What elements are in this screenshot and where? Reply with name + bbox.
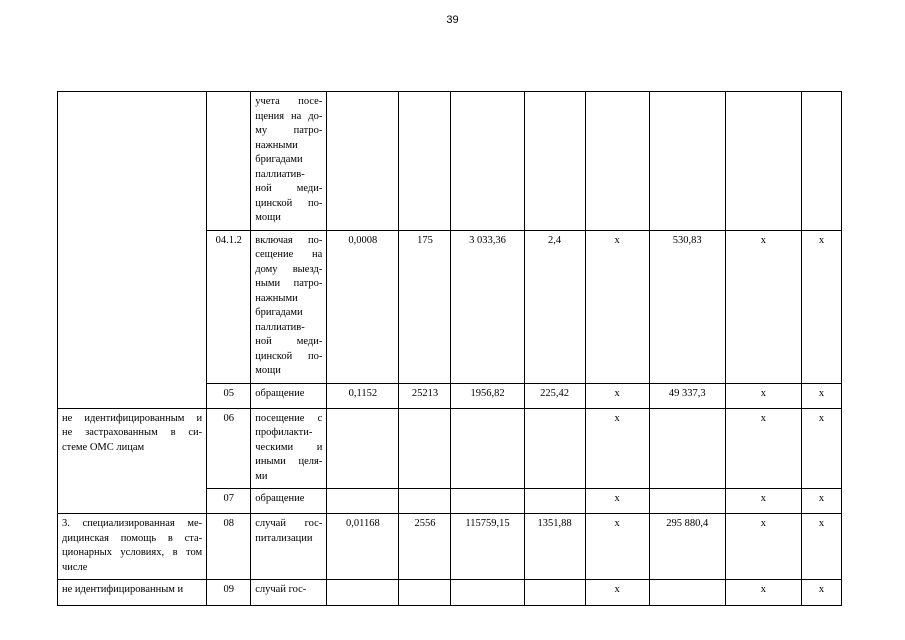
name-line: дицинская помощь в ста- [62,532,203,544]
value-cell: 0,1152 [327,383,399,408]
value-cell: 295 880,4 [649,514,725,580]
value-cell [524,92,585,231]
row-name-cell [58,408,207,514]
table-body [58,92,842,606]
desc-line: профилакти- [255,427,313,438]
value-cell: х [585,580,649,606]
value-cell [399,580,451,606]
desc-line: бригадами [255,307,303,318]
desc-line: ной меди- [255,183,323,194]
desc-line: цинской по- [255,350,323,362]
row-desc-cell [251,92,327,231]
value-cell: х [801,383,841,408]
desc-line: питализации [255,532,313,544]
value-cell: 49 337,3 [649,383,725,408]
row-desc-cell [251,383,327,408]
value-cell [399,92,451,231]
value-cell [327,408,399,489]
value-cell: х [585,514,649,580]
value-cell: х [725,580,801,606]
value-cell: 1351,88 [524,514,585,580]
name-line: 3. специализированная ме- [62,518,203,529]
value-cell: 2556 [399,514,451,580]
value-cell [801,92,841,231]
row-code-cell: 09 [207,580,251,606]
value-cell: 3 033,36 [451,230,524,383]
row-code-cell: 05 [207,383,251,408]
row-desc-cell [251,489,327,514]
value-cell: 0,01168 [327,514,399,580]
desc-line: учета посе- [255,96,323,107]
value-cell: 175 [399,230,451,383]
row-code-cell: 06 [207,408,251,489]
row-code-cell [207,92,251,231]
value-cell: х [725,514,801,580]
desc-line: ческими и [255,441,323,453]
row-desc-cell [251,580,327,606]
desc-line: цинской по- [255,197,323,209]
value-cell [451,92,524,231]
value-cell [399,489,451,514]
table-row [58,580,842,606]
value-cell: х [725,230,801,383]
row-name-cell [58,580,207,606]
name-line: стеме ОМС лицам [62,441,145,453]
row-name-cell [58,514,207,580]
value-cell: 1956,82 [451,383,524,408]
value-cell [451,408,524,489]
name-line: не застрахованным в си- [62,427,203,438]
value-cell: х [801,580,841,606]
value-cell [649,408,725,489]
name-line: числе [62,561,88,573]
desc-line: нажными [255,292,298,304]
value-cell [451,489,524,514]
value-cell: х [725,383,801,408]
desc-line: ной меди- [255,336,323,347]
desc-line: включая по- [255,234,323,246]
value-cell: х [725,489,801,514]
row-desc-cell [251,230,327,383]
desc-line: случай гос- [255,518,323,529]
row-name-cell [58,92,207,409]
desc-line: иными целя- [255,456,323,467]
value-cell: 2,4 [524,230,585,383]
value-cell: х [801,408,841,489]
value-cell: х [585,230,649,383]
value-cell: 225,42 [524,383,585,408]
value-cell [649,580,725,606]
desc-line: му патро- [255,125,323,136]
value-cell [524,408,585,489]
table-row [58,92,842,231]
value-cell: х [801,489,841,514]
value-cell: 530,83 [649,230,725,383]
page-number: 39 [446,14,459,26]
table-row [58,514,842,580]
value-cell [399,408,451,489]
value-cell [524,580,585,606]
row-code-cell: 08 [207,514,251,580]
row-code-cell: 04.1.2 [207,230,251,383]
desc-line: паллиатив- [255,321,305,333]
desc-line: мощи [255,365,281,376]
value-cell [649,489,725,514]
table-row [58,408,842,489]
value-cell: 0,0008 [327,230,399,383]
value-cell: х [801,230,841,383]
value-cell [327,92,399,231]
desc-line: щения на до- [255,110,323,122]
value-cell: 25213 [399,383,451,408]
desc-line: нажными [255,139,298,151]
name-line: не идентифицированным и [62,412,203,424]
value-cell: х [801,514,841,580]
desc-line: ными патро- [255,278,323,289]
name-line: ционарных условиях, в том [62,547,203,558]
value-cell: х [585,408,649,489]
desc-line: обращение [255,387,305,399]
desc-line: обращение [255,493,305,504]
name-line: не идентифицированным и [62,584,184,595]
value-cell [585,92,649,231]
value-cell [327,489,399,514]
value-cell [725,92,801,231]
row-desc-cell [251,408,327,489]
desc-line: посещение с [255,412,323,424]
tariff-table [57,91,842,606]
value-cell: х [585,489,649,514]
desc-line: паллиатив- [255,168,305,180]
value-cell [649,92,725,231]
value-cell [327,580,399,606]
value-cell: х [585,383,649,408]
row-desc-cell [251,514,327,580]
row-code-cell: 07 [207,489,251,514]
desc-line: случай гос- [255,584,307,595]
desc-line: дому выезд- [255,263,323,275]
desc-line: мощи [255,212,281,223]
value-cell [451,580,524,606]
desc-line: бригадами [255,154,303,165]
value-cell: х [725,408,801,489]
desc-line: ми [255,470,268,482]
desc-line: сещение на [255,249,323,260]
value-cell [524,489,585,514]
value-cell: 115759,15 [451,514,524,580]
